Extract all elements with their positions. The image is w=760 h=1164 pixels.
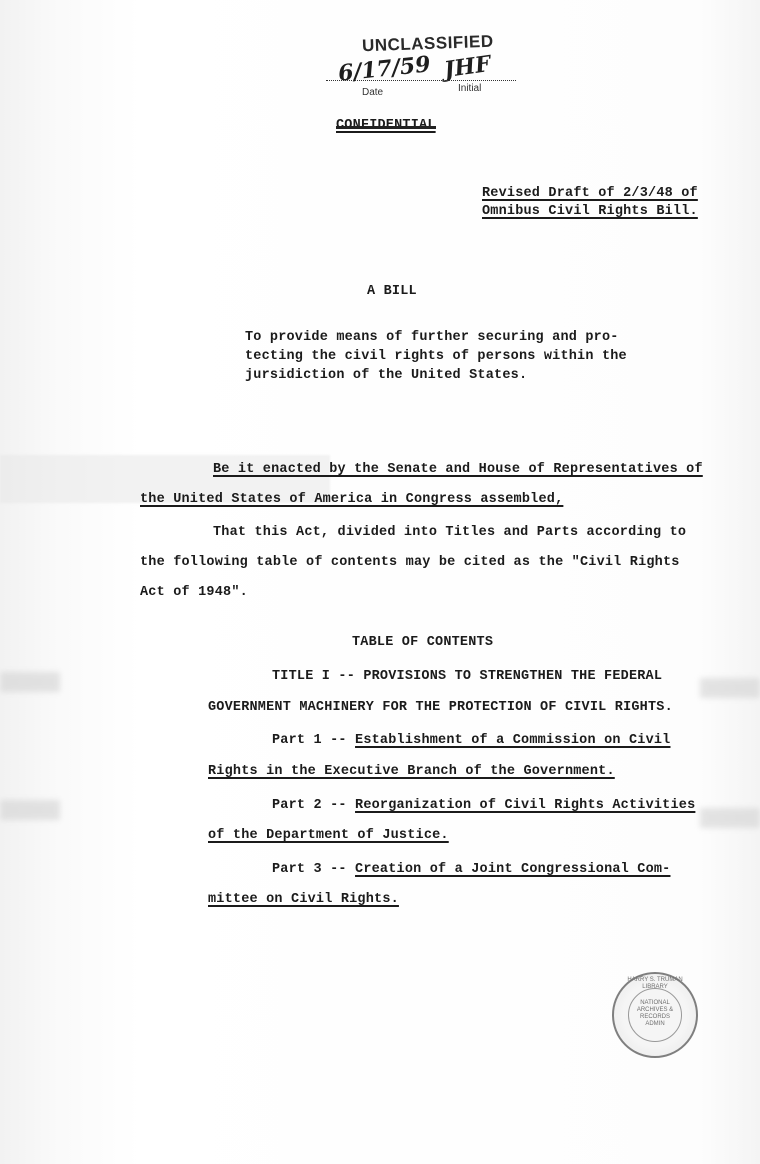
- stamp-initial-label: Initial: [458, 83, 482, 94]
- part-2-label: Part 2 --: [272, 798, 347, 813]
- purpose-line-3: jursidiction of the United States.: [245, 368, 528, 383]
- archive-seal: [612, 972, 698, 1058]
- citation-line-1: That this Act, divided into Titles and Parts according to: [213, 525, 687, 540]
- part-3-line-2: mittee on Civil Rights.: [208, 892, 399, 907]
- seal-ring-text: HARRY S. TRUMAN LIBRARY: [627, 977, 683, 990]
- bill-title: A BILL: [367, 284, 417, 299]
- left-smudge-1: [0, 672, 60, 692]
- redaction-bar: [336, 126, 436, 129]
- stamp-dotted-line: [326, 80, 516, 81]
- citation-line-3: Act of 1948".: [140, 585, 248, 600]
- handwritten-initials: JHF: [442, 50, 493, 84]
- part-3-line-1-wrap: [272, 862, 670, 877]
- part-2-line-2: of the Department of Justice.: [208, 828, 449, 843]
- citation-line-2: the following table of contents may be cited as the "Civil Rights: [140, 555, 680, 570]
- revised-draft-line-2: Omnibus Civil Rights Bill.: [482, 204, 698, 219]
- title-1-line-1: TITLE I -- PROVISIONS TO STRENGTHEN THE FEDERAL: [272, 669, 663, 684]
- revised-draft-line-1: Revised Draft of 2/3/48 of: [482, 186, 698, 201]
- crossed-out-marking-wrap: [336, 118, 436, 133]
- purpose-line-2: tecting the civil rights of persons within the: [245, 349, 627, 364]
- left-smudge-2: [0, 800, 60, 820]
- title-1-line-2: GOVERNMENT MACHINERY FOR THE PROTECTION OF CIVIL RIGHTS.: [208, 700, 673, 715]
- stamp-date-label: Date: [362, 87, 384, 98]
- part-1-line-1-wrap: [272, 733, 670, 748]
- part-1-line-1: Establishment of a Commission on Civil: [355, 733, 671, 748]
- toc-heading: TABLE OF CONTENTS: [352, 635, 494, 650]
- part-2-line-1: Reorganization of Civil Rights Activities: [355, 798, 696, 813]
- part-3-label: Part 3 --: [272, 862, 347, 877]
- handwritten-date: 6/17/59: [336, 51, 432, 87]
- enacting-clause-line-1: Be it enacted by the Senate and House of Representatives of: [213, 462, 703, 477]
- part-1-label: Part 1 --: [272, 733, 347, 748]
- purpose-line-1: To provide means of further securing and pro-: [245, 330, 619, 345]
- part-1-line-2: Rights in the Executive Branch of the Government.: [208, 764, 615, 779]
- unclassified-stamp: UNCLASSIFIED: [361, 31, 494, 56]
- enacting-clause-line-2: the United States of America in Congress assembled,: [140, 492, 564, 507]
- right-smudge-2: [700, 808, 760, 828]
- right-smudge-1: [700, 678, 760, 698]
- part-2-line-1-wrap: [272, 798, 695, 813]
- seal-center-text: NATIONAL ARCHIVES & RECORDS ADMIN: [636, 1000, 674, 1027]
- part-3-line-1: Creation of a Joint Congressional Com-: [355, 862, 671, 877]
